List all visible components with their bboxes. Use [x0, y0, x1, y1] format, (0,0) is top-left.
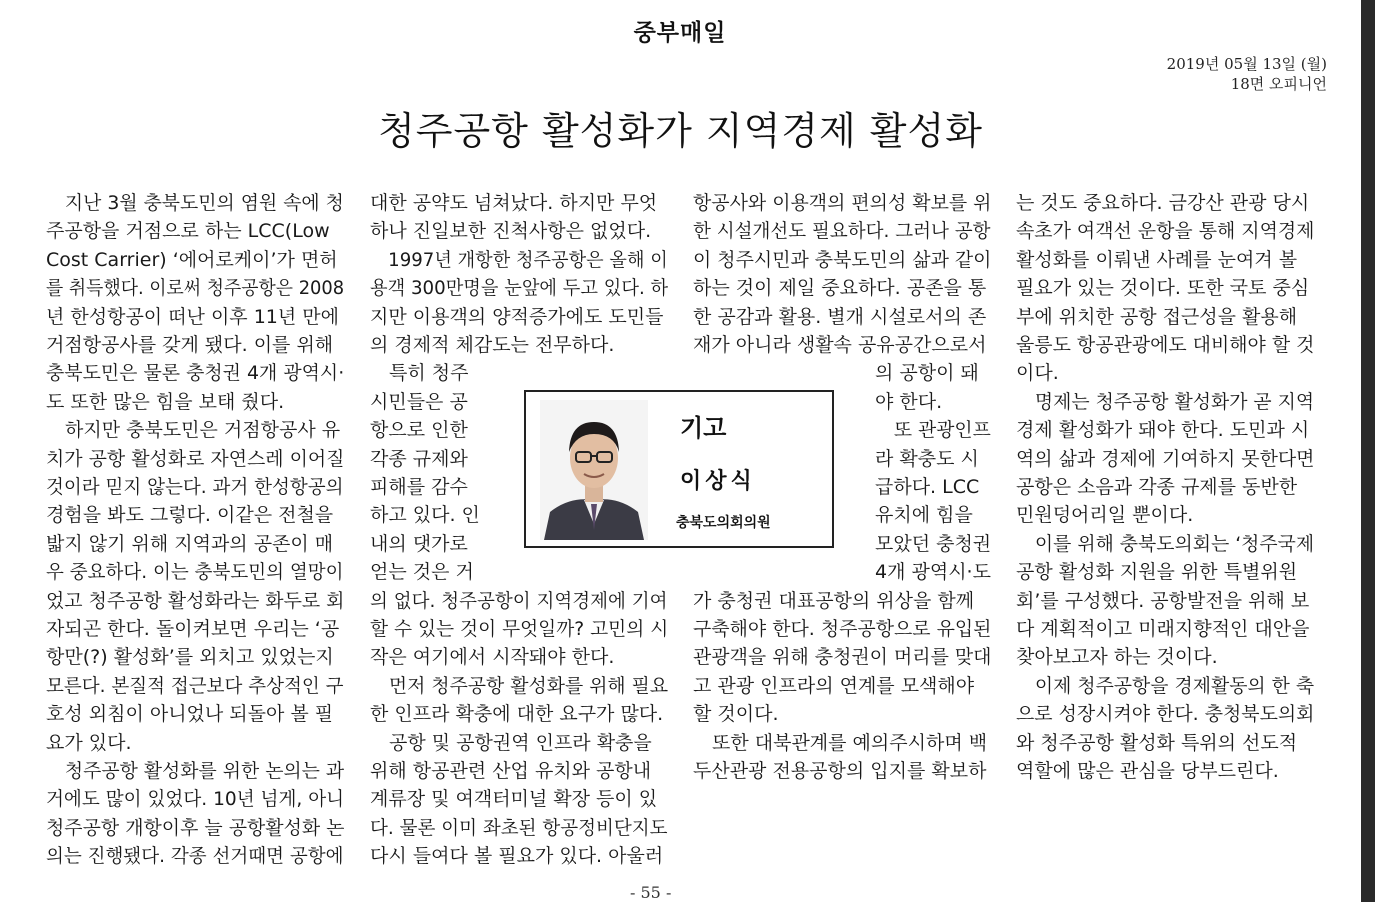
- text-line: 이 청주시민과 충북도민의 삶과 같이: [693, 248, 992, 271]
- text-line: 요가 있다.: [46, 731, 132, 754]
- text-line: 이제 청주공항을 경제활동의 한 축: [1016, 674, 1315, 697]
- text-line: 하지만 충북도민은 거점항공사 유: [46, 419, 341, 442]
- text-line: 모른다. 본질적 접근보다 추상적인 구: [46, 674, 344, 697]
- dateline: [1167, 54, 1327, 94]
- text-line: 이다.: [1016, 362, 1059, 385]
- text-line: 급하다. LCC: [875, 476, 980, 498]
- text-line: 항으로 인한: [370, 419, 468, 442]
- text-line: 치가 공항 활성화로 자연스레 이어질: [46, 447, 345, 470]
- text-line: 대한 공약도 넘쳐났다. 하지만 무엇: [370, 192, 658, 214]
- text-line: 활성화를 이뤄낸 사례를 눈여겨 볼: [1016, 248, 1298, 271]
- text-line: 청주공항 활성화를 위한 논의는 과: [46, 760, 345, 782]
- text-line: 주공항을 거점으로 하는 LCC(Low: [46, 220, 330, 243]
- text-line: 었고 청주공항 활성화라는 화두로 회: [46, 589, 345, 612]
- text-line: 호성 외침이 아니었나 되돌아 볼 필: [46, 703, 334, 726]
- text-line: 계류장 및 여객터미널 확장 등이 있: [370, 788, 658, 811]
- text-line: 와 청주공항 활성화 특위의 선도적: [1016, 731, 1298, 754]
- text-line: 하나 진일보한 진척사항은 없었다.: [370, 220, 652, 243]
- text-line: 유치에 힘을: [875, 504, 973, 527]
- text-line: 지만 이용객의 양적증가에도 도민들: [370, 305, 664, 328]
- text-line: 지난 3월 충북도민의 염원 속에 청: [46, 192, 344, 214]
- text-line: 항만(?) 활성화’를 외치고 있었는지: [46, 646, 334, 669]
- text-line: 거점항공사를 갖게 됐다. 이를 위해: [46, 334, 334, 356]
- contributor-box: [524, 390, 834, 548]
- text-line: 관광객을 위해 충청권이 머리를 맞대: [693, 646, 992, 669]
- text-line: 한 인프라 확충에 대한 요구가 많다.: [370, 703, 664, 726]
- text-line: 다. 물론 이미 좌초된 항공정비단지도: [370, 816, 668, 839]
- text-line: 4개 광역시·도: [875, 561, 991, 584]
- text-line: 하고 있다. 인: [370, 504, 480, 527]
- text-line: 얻는 것은 거: [370, 561, 474, 584]
- text-line: Cost Carrier) ‘에어로케이’가 면허: [46, 248, 338, 271]
- page-number: - 55 -: [630, 883, 672, 902]
- text-line: 으로 성장시켜야 한다. 충청북도의회: [1016, 703, 1315, 726]
- text-line: 공항 및 공항권역 인프라 확충을: [370, 731, 652, 754]
- text-line: 한 공감과 활용. 별개 시설로서의 존: [693, 305, 987, 328]
- text-line: 속초가 여객선 운항을 통해 지역경제: [1016, 220, 1315, 243]
- text-line: 재가 아니라 생활속 공유공간으로서: [693, 334, 987, 356]
- text-line: 위해 항공관련 산업 유치와 공항내: [370, 760, 652, 782]
- text-line: 청주공항 개항이후 늘 공항활성화 논: [46, 816, 345, 839]
- contributor-photo: [540, 400, 648, 540]
- text-line: 시민들은 공: [370, 390, 468, 413]
- text-line: 먼저 청주공항 활성화를 위해 필요: [370, 674, 669, 697]
- text-line: 1997년 개항한 청주공항은 올해 이: [370, 248, 668, 271]
- text-line: 가 충청권 대표공항의 위상을 함께: [693, 589, 975, 612]
- text-line: 의 경제적 체감도는 전무하다.: [370, 334, 615, 356]
- text-line: 민원덩어리일 뿐이다.: [1016, 504, 1194, 527]
- publication-date: 2019년 05월 13일 (월): [1166, 55, 1327, 73]
- text-line: 모았던 충청권: [875, 532, 992, 555]
- text-line: 의 없다. 청주공항이 지역경제에 기여: [370, 589, 668, 612]
- page-edge-bar: [1361, 0, 1375, 902]
- text-line: 찾아보고자 하는 것이다.: [1016, 646, 1218, 669]
- text-line: 각종 규제와: [370, 447, 468, 470]
- text-line: 의는 진행됐다. 각종 선거때면 공항에: [46, 845, 344, 868]
- text-line: 특히 청주: [370, 362, 469, 385]
- text-line: 또한 대북관계를 예의주시하며 백: [693, 731, 988, 754]
- text-line: 를 취득했다. 이로써 청주공항은 2008: [46, 277, 345, 300]
- text-line: 도 또한 많은 힘을 보태 줬다.: [46, 390, 285, 413]
- text-line: 공항 활성화 지원을 위한 특별위원: [1016, 561, 1298, 584]
- contributor-title: 충북도의회의원: [676, 515, 771, 531]
- newspaper-masthead: 중부매일: [633, 20, 727, 46]
- text-line: 역할에 많은 관심을 당부드린다.: [1016, 760, 1279, 782]
- text-line: 할 것이다.: [693, 703, 779, 726]
- text-line: 공항은 소음과 각종 규제를 동반한: [1016, 476, 1298, 498]
- article-headline: 청주공항 활성화가 지역경제 활성화: [378, 109, 983, 153]
- text-line: 명제는 청주공항 활성화가 곧 지역: [1016, 390, 1315, 413]
- text-line: 의 공항이 돼: [875, 362, 979, 385]
- text-line: 다 계획적이고 미래지향적인 대안을: [1016, 618, 1310, 640]
- text-line: 거에도 많이 있었다. 10년 넘게, 아니: [46, 788, 345, 811]
- text-line: 년 한성항공이 떠난 이후 11년 만에: [46, 305, 339, 328]
- text-line: 두산관광 전용공항의 입지를 확보하: [693, 760, 987, 782]
- text-line: 피해를 감수: [370, 476, 468, 498]
- text-line: 구축해야 한다. 청주공항으로 유입된: [693, 618, 992, 640]
- text-line: 고 관광 인프라의 연계를 모색해야: [693, 674, 975, 697]
- text-line: 충북도민은 물론 충청권 4개 광역시·: [46, 362, 345, 385]
- text-line: 경험을 봐도 그렇다. 이같은 전철을: [46, 504, 334, 527]
- text-line: 필요가 있는 것이다. 또한 국토 중심: [1016, 277, 1310, 300]
- text-line: 작은 여기에서 시작돼야 한다.: [370, 646, 615, 669]
- text-line: 회’를 구성했다. 공항발전을 위해 보: [1016, 589, 1310, 612]
- text-line: 울릉도 항공관광에도 대비해야 할 것: [1016, 334, 1315, 356]
- text-line: 야 한다.: [875, 390, 943, 413]
- text-line: 자되곤 한다. 돌이켜보면 우리는 ‘공: [46, 618, 340, 640]
- text-line: 항공사와 이용객의 편의성 확보를 위: [693, 192, 992, 214]
- text-line: 하는 것이 제일 중요하다. 공존을 통: [693, 277, 987, 300]
- text-line: 또 관광인프: [875, 419, 991, 442]
- text-line: 는 것도 중요하다. 금강산 관광 당시: [1016, 192, 1310, 214]
- text-line: 경제 활성화가 돼야 한다. 도민과 시: [1016, 419, 1310, 442]
- text-line: 내의 댓가로: [370, 532, 468, 555]
- page-section: 18면 오피니언: [1230, 75, 1327, 93]
- text-line: 할 수 있는 것이 무엇일까? 고민의 시: [370, 618, 669, 640]
- text-line: 밟지 않기 위해 지역과의 공존이 매: [46, 532, 334, 555]
- text-line: 용객 300만명을 눈앞에 두고 있다. 하: [370, 277, 669, 300]
- text-line: 다시 들여다 볼 필요가 있다. 아울러: [370, 845, 664, 868]
- text-line: 부에 위치한 공항 접근성을 활용해: [1016, 305, 1298, 328]
- text-line: 역의 삶과 경제에 기여하지 못한다면: [1016, 447, 1315, 470]
- text-line: 우 중요하다. 이는 충북도민의 열망이: [46, 561, 344, 584]
- text-line: 한 시설개선도 필요하다. 그러나 공항: [693, 220, 991, 243]
- text-line: 것이라 믿지 않는다. 과거 한성항공의: [46, 476, 344, 498]
- contributor-name: 이상식: [680, 469, 756, 494]
- contribution-label: 기고: [680, 414, 727, 442]
- text-line: 이를 위해 충북도의회는 ‘청주국제: [1016, 532, 1315, 555]
- text-line: 라 확충도 시: [875, 447, 979, 470]
